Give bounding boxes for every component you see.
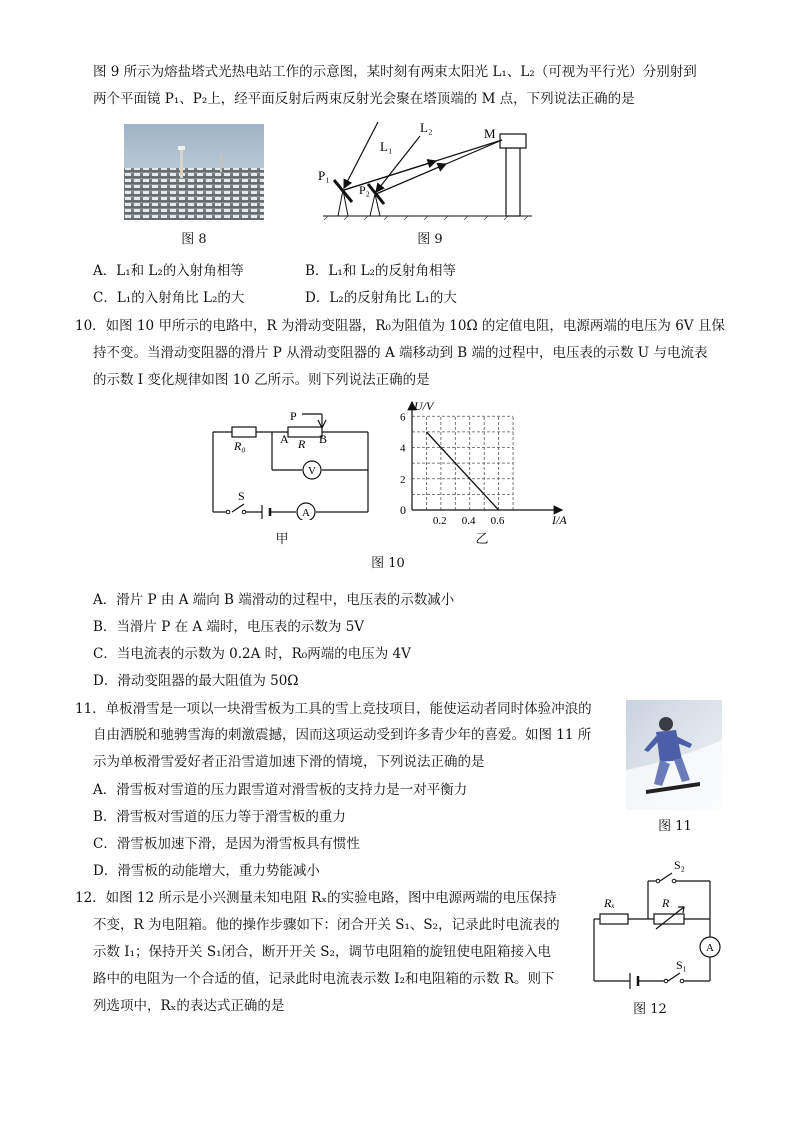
q11-option-c: C．滑雪板加速下滑，是因为滑雪板具有惯性 bbox=[93, 836, 360, 852]
label-m: M bbox=[484, 126, 496, 141]
q11-stem-line-1: 11．单板滑雪是一项以一块滑雪板为工具的雪上竞技项目，能使运动者同时体验冲浪的 bbox=[75, 701, 592, 717]
y-axis-label: U/V bbox=[414, 399, 434, 413]
x-tick-label: 0.6 bbox=[490, 515, 505, 527]
x-tick-label: 0.4 bbox=[461, 515, 476, 527]
q12-stem-line-1: 12．如图 12 所示是小兴测量未知电阻 Rₓ的实验电路，图中电源两端的电压保持 bbox=[75, 890, 557, 906]
label-r0: R₀ bbox=[234, 439, 246, 453]
label-b: B bbox=[319, 432, 328, 446]
label-ammeter: A bbox=[302, 507, 310, 519]
q10-stem-line-1: 10．如图 10 甲所示的电路中，R 为滑动变阻器，R₀为阻值为 10Ω 的定值电阻，电源两端的电压为 6V 且保 bbox=[75, 318, 725, 334]
label-rx: Rₓ bbox=[604, 896, 615, 910]
ray-l1-incident bbox=[344, 122, 378, 188]
q11-stem-line-3: 示为单板滑雪爱好者正沿雪道加速下滑的情境，下列说法正确的是 bbox=[93, 754, 485, 770]
resistor-rx bbox=[600, 914, 628, 924]
fig10-caption: 图 10 bbox=[371, 556, 405, 571]
label-l2: L₂ bbox=[420, 120, 433, 135]
fig11-caption: 图 11 bbox=[658, 819, 692, 834]
q9-option-b: B．L₁和 L₂的反射角相等 bbox=[305, 263, 456, 279]
series-line bbox=[426, 432, 498, 510]
q10-option-a: A．滑片 P 由 A 端向 B 端滑动的过程中，电压表的示数减小 bbox=[93, 592, 455, 608]
label-r-12: R bbox=[662, 896, 670, 910]
q9-option-a: A．L₁和 L₂的入射角相等 bbox=[93, 263, 244, 279]
q10-option-d: D．滑动变阻器的最大阻值为 50Ω bbox=[93, 673, 299, 689]
fig10-sub-left: 甲 bbox=[275, 532, 289, 547]
fig10-circuit bbox=[206, 408, 376, 520]
label-p2: P₂ bbox=[359, 183, 370, 197]
origin-label: 0 bbox=[400, 503, 406, 517]
q11-option-a: A．滑雪板对雪道的压力跟雪道对滑雪板的支持力是一对平衡力 bbox=[93, 782, 468, 798]
label-v: V bbox=[308, 465, 316, 477]
y-tick-label: 4 bbox=[400, 442, 406, 455]
label-s: S bbox=[238, 489, 245, 503]
q11-option-b: B．滑雪板对雪道的压力等于滑雪板的重力 bbox=[93, 809, 346, 825]
q12-stem-line-4: 路中的电阻为一个合适的值，记录此时电流表示数 I₂和电阻箱的示数 R。则下 bbox=[93, 971, 555, 987]
label-l1: L₁ bbox=[380, 139, 393, 154]
q10-option-c: C．当电流表的示数为 0.2A 时，R₀两端的电压为 4V bbox=[93, 646, 411, 662]
x-axis-label: I/A bbox=[552, 513, 567, 527]
label-s2: S₂ bbox=[674, 858, 685, 872]
q10-stem-line-2: 持不变。当滑动变阻器的滑片 P 从滑动变阻器的 A 端移动到 B 端的过程中，电压表的示数 U 与电流表 bbox=[93, 345, 708, 361]
label-r: R bbox=[298, 437, 306, 451]
tower-top bbox=[500, 134, 526, 148]
q12-stem-line-3: 示数 I₁；保持开关 S₁闭合，断开开关 S₂，调节电阻箱的旋钮使电阻箱接入电 bbox=[93, 944, 551, 960]
q12-stem-line-5: 列选项中，Rₓ的表达式正确的是 bbox=[93, 998, 285, 1014]
x-tick-label: 0.2 bbox=[432, 515, 447, 527]
fig8-caption: 图 8 bbox=[181, 232, 207, 247]
fig12-circuit bbox=[588, 855, 728, 995]
fig10-graph bbox=[392, 398, 576, 528]
rheostat-r bbox=[288, 427, 322, 437]
label-ammeter-12: A bbox=[706, 942, 714, 954]
q10-stem-line-3: 的示数 I 变化规律如图 10 乙所示。则下列说法正确的是 bbox=[93, 372, 430, 388]
fig12-caption: 图 12 bbox=[633, 1002, 667, 1017]
q9-stem-line-1: 图 9 所示为熔盐塔式光热电站工作的示意图，某时刻有两束太阳光 L₁、L₂（可视为平行光）分别射到 bbox=[93, 64, 697, 80]
resistor-r0 bbox=[232, 427, 256, 437]
label-p: P bbox=[290, 409, 297, 423]
label-s1: S₁ bbox=[676, 958, 687, 972]
label-p1: P₁ bbox=[318, 168, 330, 183]
fig8-photo bbox=[124, 124, 264, 220]
fig11-photo bbox=[626, 700, 722, 810]
q11-stem-line-2: 自由洒脱和驰骋雪海的刺激震撼，因而这项运动受到许多青少年的喜爱。如图 11 所 bbox=[93, 727, 592, 743]
label-a: A bbox=[280, 432, 289, 446]
fig9-diagram bbox=[318, 118, 538, 220]
q9-option-d: D．L₂的反射角比 L₁的大 bbox=[305, 290, 457, 306]
q9-stem-line-2: 两个平面镜 P₁、P₂上，经平面反射后两束反射光会聚在塔顶端的 M 点，下列说法正确的是 bbox=[93, 91, 635, 107]
q10-option-b: B．当滑片 P 在 A 端时，电压表的示数为 5V bbox=[93, 619, 365, 635]
q11-option-d: D．滑雪板的动能增大，重力势能减小 bbox=[93, 863, 320, 879]
q12-stem-line-2: 不变，R 为电阻箱。他的操作步骤如下：闭合开关 S₁、S₂，记录此时电流表的 bbox=[93, 917, 560, 933]
y-tick-label: 6 bbox=[400, 411, 406, 424]
q9-option-c: C．L₁的入射角比 L₂的大 bbox=[93, 290, 245, 306]
fig10-sub-right: 乙 bbox=[475, 532, 489, 547]
y-tick-label: 2 bbox=[400, 473, 406, 486]
tower bbox=[506, 148, 520, 216]
fig9-caption: 图 9 bbox=[417, 232, 443, 247]
